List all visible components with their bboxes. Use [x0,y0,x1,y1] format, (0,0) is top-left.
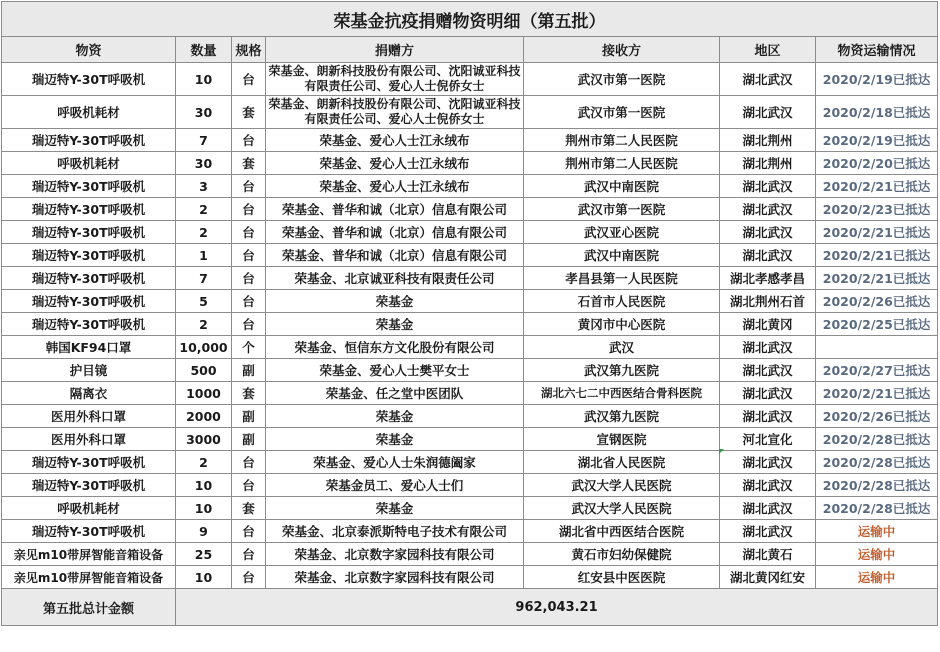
cell-unit[interactable]: 台 [232,474,266,497]
cell-region[interactable]: 湖北武汉 [720,451,816,474]
cell-status[interactable]: 2020/2/21已抵达 [816,244,938,267]
cell-status[interactable]: 2020/2/26已抵达 [816,405,938,428]
cell-status[interactable]: 运输中 [816,543,938,566]
cell-receiver[interactable]: 武汉亚心医院 [524,221,720,244]
table-body [2,63,938,589]
cell-donor[interactable]: 荣基金、爱心人士江永绒布 [266,152,524,175]
cell-region[interactable]: 湖北黄冈红安 [720,566,816,589]
cell-receiver[interactable]: 武汉市第一医院 [524,96,720,129]
cell-item[interactable]: 瑞迈特Y-30T呼吸机 [2,63,176,96]
header-qty[interactable]: 数量 [176,37,232,63]
cell-item[interactable]: 医用外科口罩 [2,405,176,428]
cell-qty[interactable]: 10,000 [176,336,232,359]
spreadsheet [1,1,939,650]
cell-region[interactable]: 湖北荆州 [720,129,816,152]
cell-receiver[interactable]: 宣钢医院 [524,428,720,451]
total-amount[interactable]: 962,043.21 [176,589,938,626]
cell-donor[interactable]: 荣基金、恒信东方文化股份有限公司 [266,336,524,359]
cell-receiver[interactable]: 武汉大学人民医院 [524,497,720,520]
cell-status[interactable]: 2020/2/19已抵达 [816,129,938,152]
table-row [2,382,938,405]
cell-status[interactable]: 2020/2/21已抵达 [816,382,938,405]
cell-unit[interactable]: 副 [232,359,266,382]
cell-receiver[interactable]: 红安县中医医院 [524,566,720,589]
cell-qty[interactable]: 10 [176,497,232,520]
cell-item[interactable]: 亲见m10带屏智能音箱设备 [2,566,176,589]
cell-receiver[interactable]: 湖北六七二中西医结合骨科医院 [524,382,720,405]
cell-region[interactable]: 湖北武汉 [720,336,816,359]
cell-qty[interactable]: 7 [176,129,232,152]
cell-donor[interactable]: 荣基金、爱心人士江永绒布 [266,129,524,152]
cell-status[interactable]: 2020/2/27已抵达 [816,359,938,382]
cell-qty[interactable]: 10 [176,63,232,96]
cell-donor[interactable]: 荣基金、北京泰派斯特电子技术有限公司 [266,520,524,543]
cell-receiver[interactable]: 武汉 [524,336,720,359]
cell-unit[interactable]: 套 [232,382,266,405]
cell-unit[interactable]: 台 [232,244,266,267]
cell-donor[interactable]: 荣基金、北京诚亚科技有限责任公司 [266,267,524,290]
cell-donor[interactable]: 荣基金 [266,405,524,428]
cell-status[interactable]: 2020/2/28已抵达 [816,497,938,520]
cell-qty[interactable]: 2 [176,198,232,221]
cell-item[interactable]: 呼吸机耗材 [2,497,176,520]
cell-donor[interactable]: 荣基金、任之堂中医团队 [266,382,524,405]
cell-qty[interactable]: 25 [176,543,232,566]
cell-status[interactable]: 运输中 [816,566,938,589]
cell-status[interactable]: 2020/2/21已抵达 [816,221,938,244]
cell-item[interactable]: 瑞迈特Y-30T呼吸机 [2,221,176,244]
header-receiver[interactable]: 接收方 [524,37,720,63]
cell-region[interactable]: 湖北武汉 [720,405,816,428]
cell-qty[interactable]: 10 [176,566,232,589]
cell-item[interactable]: 瑞迈特Y-30T呼吸机 [2,474,176,497]
cell-donor[interactable]: 荣基金、北京数字家园科技有限公司 [266,543,524,566]
cell-unit[interactable]: 套 [232,96,266,129]
total-row [2,589,938,626]
cell-qty[interactable]: 10 [176,474,232,497]
cell-item[interactable]: 韩国KF94口罩 [2,336,176,359]
table-row [2,129,938,152]
cell-receiver[interactable]: 黄石市妇幼保健院 [524,543,720,566]
cell-donor[interactable]: 荣基金、普华和诚（北京）信息有限公司 [266,244,524,267]
cell-donor[interactable]: 荣基金、朗新科技股份有限公司、沈阳诚亚科技有限责任公司、爱心人士倪侨女士 [266,96,524,129]
cell-unit[interactable]: 台 [232,566,266,589]
cell-donor[interactable]: 荣基金、朗新科技股份有限公司、沈阳诚亚科技有限责任公司、爱心人士倪侨女士 [266,63,524,96]
cell-region[interactable]: 湖北荆州石首 [720,290,816,313]
cell-donor[interactable]: 荣基金 [266,497,524,520]
table-row [2,290,938,313]
cell-receiver[interactable]: 武汉第九医院 [524,405,720,428]
cell-qty[interactable]: 2000 [176,405,232,428]
cell-receiver[interactable]: 武汉市第一医院 [524,198,720,221]
cell-region[interactable]: 湖北武汉 [720,520,816,543]
cell-qty[interactable]: 2 [176,313,232,336]
cell-unit[interactable]: 套 [232,497,266,520]
cell-unit[interactable]: 台 [232,221,266,244]
cell-donor[interactable]: 荣基金、北京数字家园科技有限公司 [266,566,524,589]
cell-unit[interactable]: 台 [232,290,266,313]
cell-unit[interactable]: 个 [232,336,266,359]
table-row [2,313,938,336]
table-row [2,221,938,244]
cell-receiver[interactable]: 武汉第九医院 [524,359,720,382]
cell-region[interactable]: 湖北武汉 [720,382,816,405]
cell-donor[interactable]: 荣基金、普华和诚（北京）信息有限公司 [266,198,524,221]
table-row [2,428,938,451]
table-row [2,336,938,359]
cell-unit[interactable]: 副 [232,428,266,451]
cell-item[interactable]: 护目镜 [2,359,176,382]
cell-status[interactable]: 2020/2/20已抵达 [816,152,938,175]
cell-qty[interactable]: 500 [176,359,232,382]
cell-receiver[interactable]: 荆州市第二人民医院 [524,129,720,152]
cell-donor[interactable]: 荣基金 [266,428,524,451]
cell-unit[interactable]: 台 [232,520,266,543]
header-region[interactable]: 地区 [720,37,816,63]
cell-item[interactable]: 瑞迈特Y-30T呼吸机 [2,267,176,290]
cell-region[interactable]: 湖北武汉 [720,63,816,96]
header-item[interactable]: 物资 [2,37,176,63]
cell-donor[interactable]: 荣基金、爱心人士江永绒布 [266,175,524,198]
donation-table [1,1,938,626]
cell-region[interactable]: 湖北武汉 [720,198,816,221]
table-row [2,244,938,267]
cell-unit[interactable]: 副 [232,405,266,428]
cell-region[interactable]: 湖北黄冈 [720,313,816,336]
cell-status[interactable]: 2020/2/26已抵达 [816,290,938,313]
header-status[interactable]: 物资运输情况 [816,37,938,63]
table-row [2,96,938,129]
cell-region[interactable]: 湖北武汉 [720,474,816,497]
cell-status[interactable]: 2020/2/18已抵达 [816,96,938,129]
cell-unit[interactable]: 台 [232,175,266,198]
cell-item[interactable]: 瑞迈特Y-30T呼吸机 [2,520,176,543]
cell-qty[interactable]: 30 [176,152,232,175]
table-title[interactable]: 荣基金抗疫捐赠物资明细（第五批） [2,2,938,37]
cell-comment-marker [719,449,724,454]
cell-receiver[interactable]: 孝昌县第一人民医院 [524,267,720,290]
cell-item[interactable]: 亲见m10带屏智能音箱设备 [2,543,176,566]
cell-item[interactable]: 瑞迈特Y-30T呼吸机 [2,451,176,474]
cell-receiver[interactable]: 湖北省人民医院 [524,451,720,474]
cell-receiver[interactable]: 黄冈市中心医院 [524,313,720,336]
cell-receiver[interactable]: 武汉大学人民医院 [524,474,720,497]
table-row [2,497,938,520]
cell-status[interactable]: 2020/2/19已抵达 [816,63,938,96]
cell-donor[interactable]: 荣基金、爱心人士樊平女士 [266,359,524,382]
cell-donor[interactable]: 荣基金、爱心人士朱润德阖家 [266,451,524,474]
cell-qty[interactable]: 2 [176,221,232,244]
cell-region[interactable]: 湖北荆州 [720,152,816,175]
table-row [2,543,938,566]
cell-unit[interactable]: 台 [232,63,266,96]
cell-status[interactable] [816,336,938,359]
cell-status[interactable]: 2020/2/23已抵达 [816,198,938,221]
cell-item[interactable]: 医用外科口罩 [2,428,176,451]
cell-qty[interactable]: 1 [176,244,232,267]
table-row [2,175,938,198]
cell-item[interactable]: 瑞迈特Y-30T呼吸机 [2,129,176,152]
cell-unit[interactable]: 套 [232,152,266,175]
cell-qty[interactable]: 2 [176,451,232,474]
cell-status[interactable]: 2020/2/21已抵达 [816,175,938,198]
cell-donor[interactable]: 荣基金、普华和诚（北京）信息有限公司 [266,221,524,244]
cell-qty[interactable]: 5 [176,290,232,313]
table-row [2,566,938,589]
cell-item[interactable]: 呼吸机耗材 [2,96,176,129]
cell-region[interactable]: 湖北武汉 [720,359,816,382]
cell-unit[interactable]: 台 [232,198,266,221]
cell-donor[interactable]: 荣基金员工、爱心人士们 [266,474,524,497]
cell-item[interactable]: 隔离衣 [2,382,176,405]
cell-qty[interactable]: 9 [176,520,232,543]
table-row [2,405,938,428]
cell-region[interactable]: 湖北武汉 [720,96,816,129]
table-row [2,451,938,474]
cell-region[interactable]: 湖北孝感孝昌 [720,267,816,290]
cell-region[interactable]: 湖北武汉 [720,221,816,244]
cell-item[interactable]: 呼吸机耗材 [2,152,176,175]
cell-receiver[interactable]: 武汉中南医院 [524,175,720,198]
cell-receiver[interactable]: 武汉市第一医院 [524,63,720,96]
cell-status[interactable]: 2020/2/21已抵达 [816,267,938,290]
cell-donor[interactable]: 荣基金 [266,313,524,336]
cell-status[interactable]: 2020/2/28已抵达 [816,451,938,474]
cell-region[interactable]: 湖北武汉 [720,175,816,198]
table-row [2,520,938,543]
cell-item[interactable]: 瑞迈特Y-30T呼吸机 [2,175,176,198]
cell-unit[interactable]: 台 [232,129,266,152]
cell-region[interactable]: 湖北武汉 [720,497,816,520]
cell-receiver[interactable]: 荆州市第二人民医院 [524,152,720,175]
table-row [2,474,938,497]
table-row [2,267,938,290]
table-row [2,198,938,221]
header-row [2,37,938,63]
cell-unit[interactable]: 台 [232,313,266,336]
header-unit[interactable]: 规格 [232,37,266,63]
cell-qty[interactable]: 30 [176,96,232,129]
cell-item[interactable]: 瑞迈特Y-30T呼吸机 [2,198,176,221]
cell-unit[interactable]: 台 [232,451,266,474]
total-label[interactable]: 第五批总计金额 [2,589,176,626]
cell-unit[interactable]: 台 [232,267,266,290]
header-donor[interactable]: 捐赠方 [266,37,524,63]
cell-qty[interactable]: 3000 [176,428,232,451]
cell-qty[interactable]: 1000 [176,382,232,405]
cell-status[interactable]: 2020/2/28已抵达 [816,428,938,451]
cell-donor[interactable]: 荣基金 [266,290,524,313]
cell-qty[interactable]: 3 [176,175,232,198]
table-row [2,152,938,175]
cell-status[interactable]: 运输中 [816,520,938,543]
cell-region[interactable]: 湖北黄石 [720,543,816,566]
cell-receiver[interactable]: 湖北省中西医结合医院 [524,520,720,543]
cell-item[interactable]: 瑞迈特Y-30T呼吸机 [2,244,176,267]
cell-unit[interactable]: 台 [232,543,266,566]
cell-status[interactable]: 2020/2/25已抵达 [816,313,938,336]
cell-qty[interactable]: 7 [176,267,232,290]
cell-region[interactable]: 河北宣化 [720,428,816,451]
cell-item[interactable]: 瑞迈特Y-30T呼吸机 [2,290,176,313]
table-row [2,63,938,96]
cell-receiver[interactable]: 石首市人民医院 [524,290,720,313]
cell-status[interactable]: 2020/2/28已抵达 [816,474,938,497]
cell-region[interactable]: 湖北武汉 [720,244,816,267]
cell-receiver[interactable]: 武汉中南医院 [524,244,720,267]
cell-item[interactable]: 瑞迈特Y-30T呼吸机 [2,313,176,336]
table-row [2,359,938,382]
